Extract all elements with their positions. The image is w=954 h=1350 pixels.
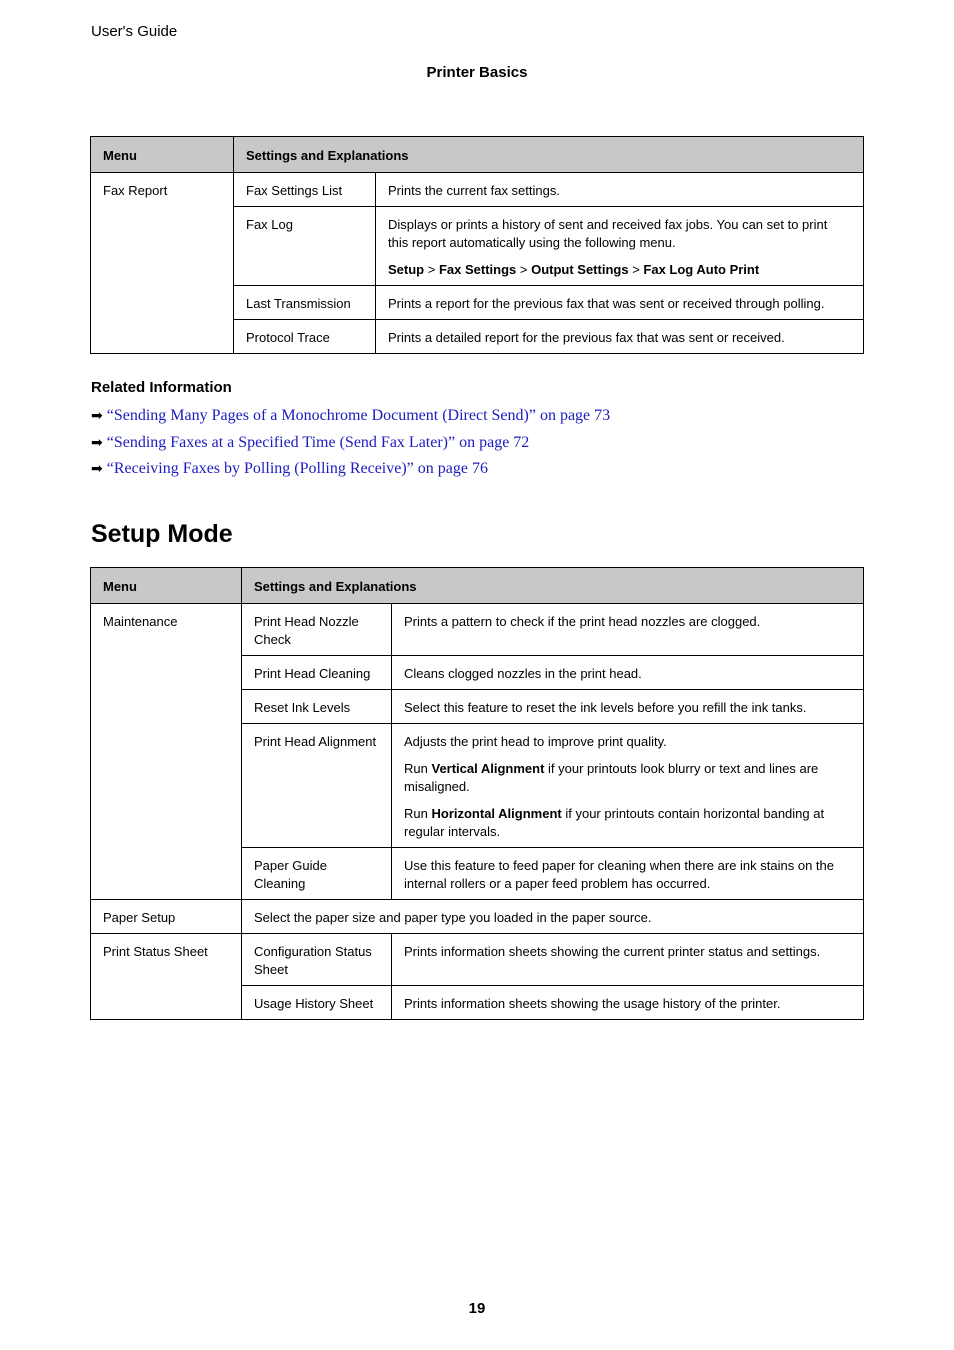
setting-cell: Print Head Cleaning — [242, 656, 392, 690]
menu-cell: Print Status Sheet — [91, 934, 242, 1020]
column-header-menu: Menu — [91, 568, 242, 604]
vertical-alignment-name: Vertical Alignment — [431, 761, 545, 776]
menu-path — [388, 261, 851, 279]
explanation-cell: Use this feature to feed paper for cleaning when there are ink stains on the internal rollers or a paper feed problem has occurred. — [392, 848, 864, 900]
explanation-cell — [376, 207, 864, 286]
table-header-row — [91, 568, 864, 604]
explanation-cell: Prints a pattern to check if the print head nozzles are clogged. — [392, 604, 864, 656]
run-word: Run — [404, 761, 428, 776]
setting-cell: Last Transmission — [234, 286, 376, 320]
setting-cell: Print Head Alignment — [242, 724, 392, 848]
horizontal-alignment-name: Horizontal Alignment — [431, 806, 562, 821]
explanation-cell: Select the paper size and paper type you loaded in the paper source. — [242, 900, 864, 934]
menu-path-separator: > — [628, 262, 644, 277]
menu-path-separator: > — [516, 262, 532, 277]
setting-cell: Fax Log — [234, 207, 376, 286]
fax-report-table — [90, 136, 864, 354]
explanation-cell: Cleans clogged nozzles in the print head. — [392, 656, 864, 690]
arrow-right-icon: ➡ — [91, 461, 103, 477]
menu-cell: Maintenance — [91, 604, 242, 900]
explanation-cell: Prints a detailed report for the previous fax that was sent or received. — [376, 320, 864, 354]
page-number: 19 — [468, 1300, 486, 1317]
related-link[interactable] — [91, 407, 610, 425]
table-header-row — [91, 137, 864, 173]
menu-path-item: Fax Settings — [438, 262, 517, 277]
menu-path-item: Setup — [388, 262, 425, 277]
arrow-right-icon: ➡ — [91, 408, 103, 424]
setting-cell: Paper Guide Cleaning — [242, 848, 392, 900]
section-title: Setup Mode — [91, 520, 233, 548]
related-link[interactable] — [91, 460, 488, 478]
setup-mode-table — [90, 567, 864, 1020]
run-word: Run — [404, 806, 428, 821]
setting-cell: Fax Settings List — [234, 173, 376, 207]
related-link-text[interactable]: “Receiving Faxes by Polling (Polling Receive)” on page 76 — [106, 460, 488, 477]
vertical-alignment-note — [404, 760, 851, 796]
explanation-cell: Prints the current fax settings. — [376, 173, 864, 207]
column-header-menu: Menu — [91, 137, 234, 173]
guide-title: User's Guide — [91, 23, 178, 40]
related-information-heading: Related Information — [91, 379, 232, 396]
related-link-text[interactable]: “Sending Faxes at a Specified Time (Send Fax Later)” on page 72 — [106, 434, 530, 451]
setting-cell: Protocol Trace — [234, 320, 376, 354]
table-row — [91, 604, 864, 656]
column-header-settings: Settings and Explanations — [234, 137, 864, 173]
vertical-alignment-text: if your printouts look blurry or text and lines are misaligned. — [404, 761, 819, 794]
setting-cell: Configuration Status Sheet — [242, 934, 392, 986]
menu-path-item: Fax Log Auto Print — [643, 262, 760, 277]
setting-cell: Usage History Sheet — [242, 986, 392, 1020]
column-header-settings: Settings and Explanations — [242, 568, 864, 604]
explanation-text: Adjusts the print head to improve print quality. — [404, 734, 667, 749]
explanation-text: Displays or prints a history of sent and received fax jobs. You can set to print this report automatically using the following menu. — [388, 217, 828, 250]
horizontal-alignment-text: if your printouts contain horizontal banding at regular intervals. — [404, 806, 825, 839]
related-link-text[interactable]: “Sending Many Pages of a Monochrome Document (Direct Send)” on page 73 — [106, 407, 611, 424]
table-row — [91, 934, 864, 986]
menu-path-separator: > — [424, 262, 439, 277]
explanation-cell: Select this feature to reset the ink levels before you refill the ink tanks. — [392, 690, 864, 724]
explanation-cell: Prints information sheets showing the current printer status and settings. — [392, 934, 864, 986]
related-link[interactable] — [91, 434, 529, 452]
table-row — [91, 900, 864, 934]
menu-path-item: Output Settings — [531, 262, 629, 277]
horizontal-alignment-note — [404, 805, 851, 841]
setting-cell: Reset Ink Levels — [242, 690, 392, 724]
explanation-cell — [392, 724, 864, 848]
menu-cell: Paper Setup — [91, 900, 242, 934]
setting-cell: Print Head Nozzle Check — [242, 604, 392, 656]
arrow-right-icon: ➡ — [91, 435, 103, 451]
menu-cell: Fax Report — [91, 173, 234, 354]
explanation-cell: Prints information sheets showing the usage history of the printer. — [392, 986, 864, 1020]
chapter-title: Printer Basics — [426, 64, 528, 81]
explanation-cell: Prints a report for the previous fax that was sent or received through polling. — [376, 286, 864, 320]
table-row — [91, 173, 864, 207]
